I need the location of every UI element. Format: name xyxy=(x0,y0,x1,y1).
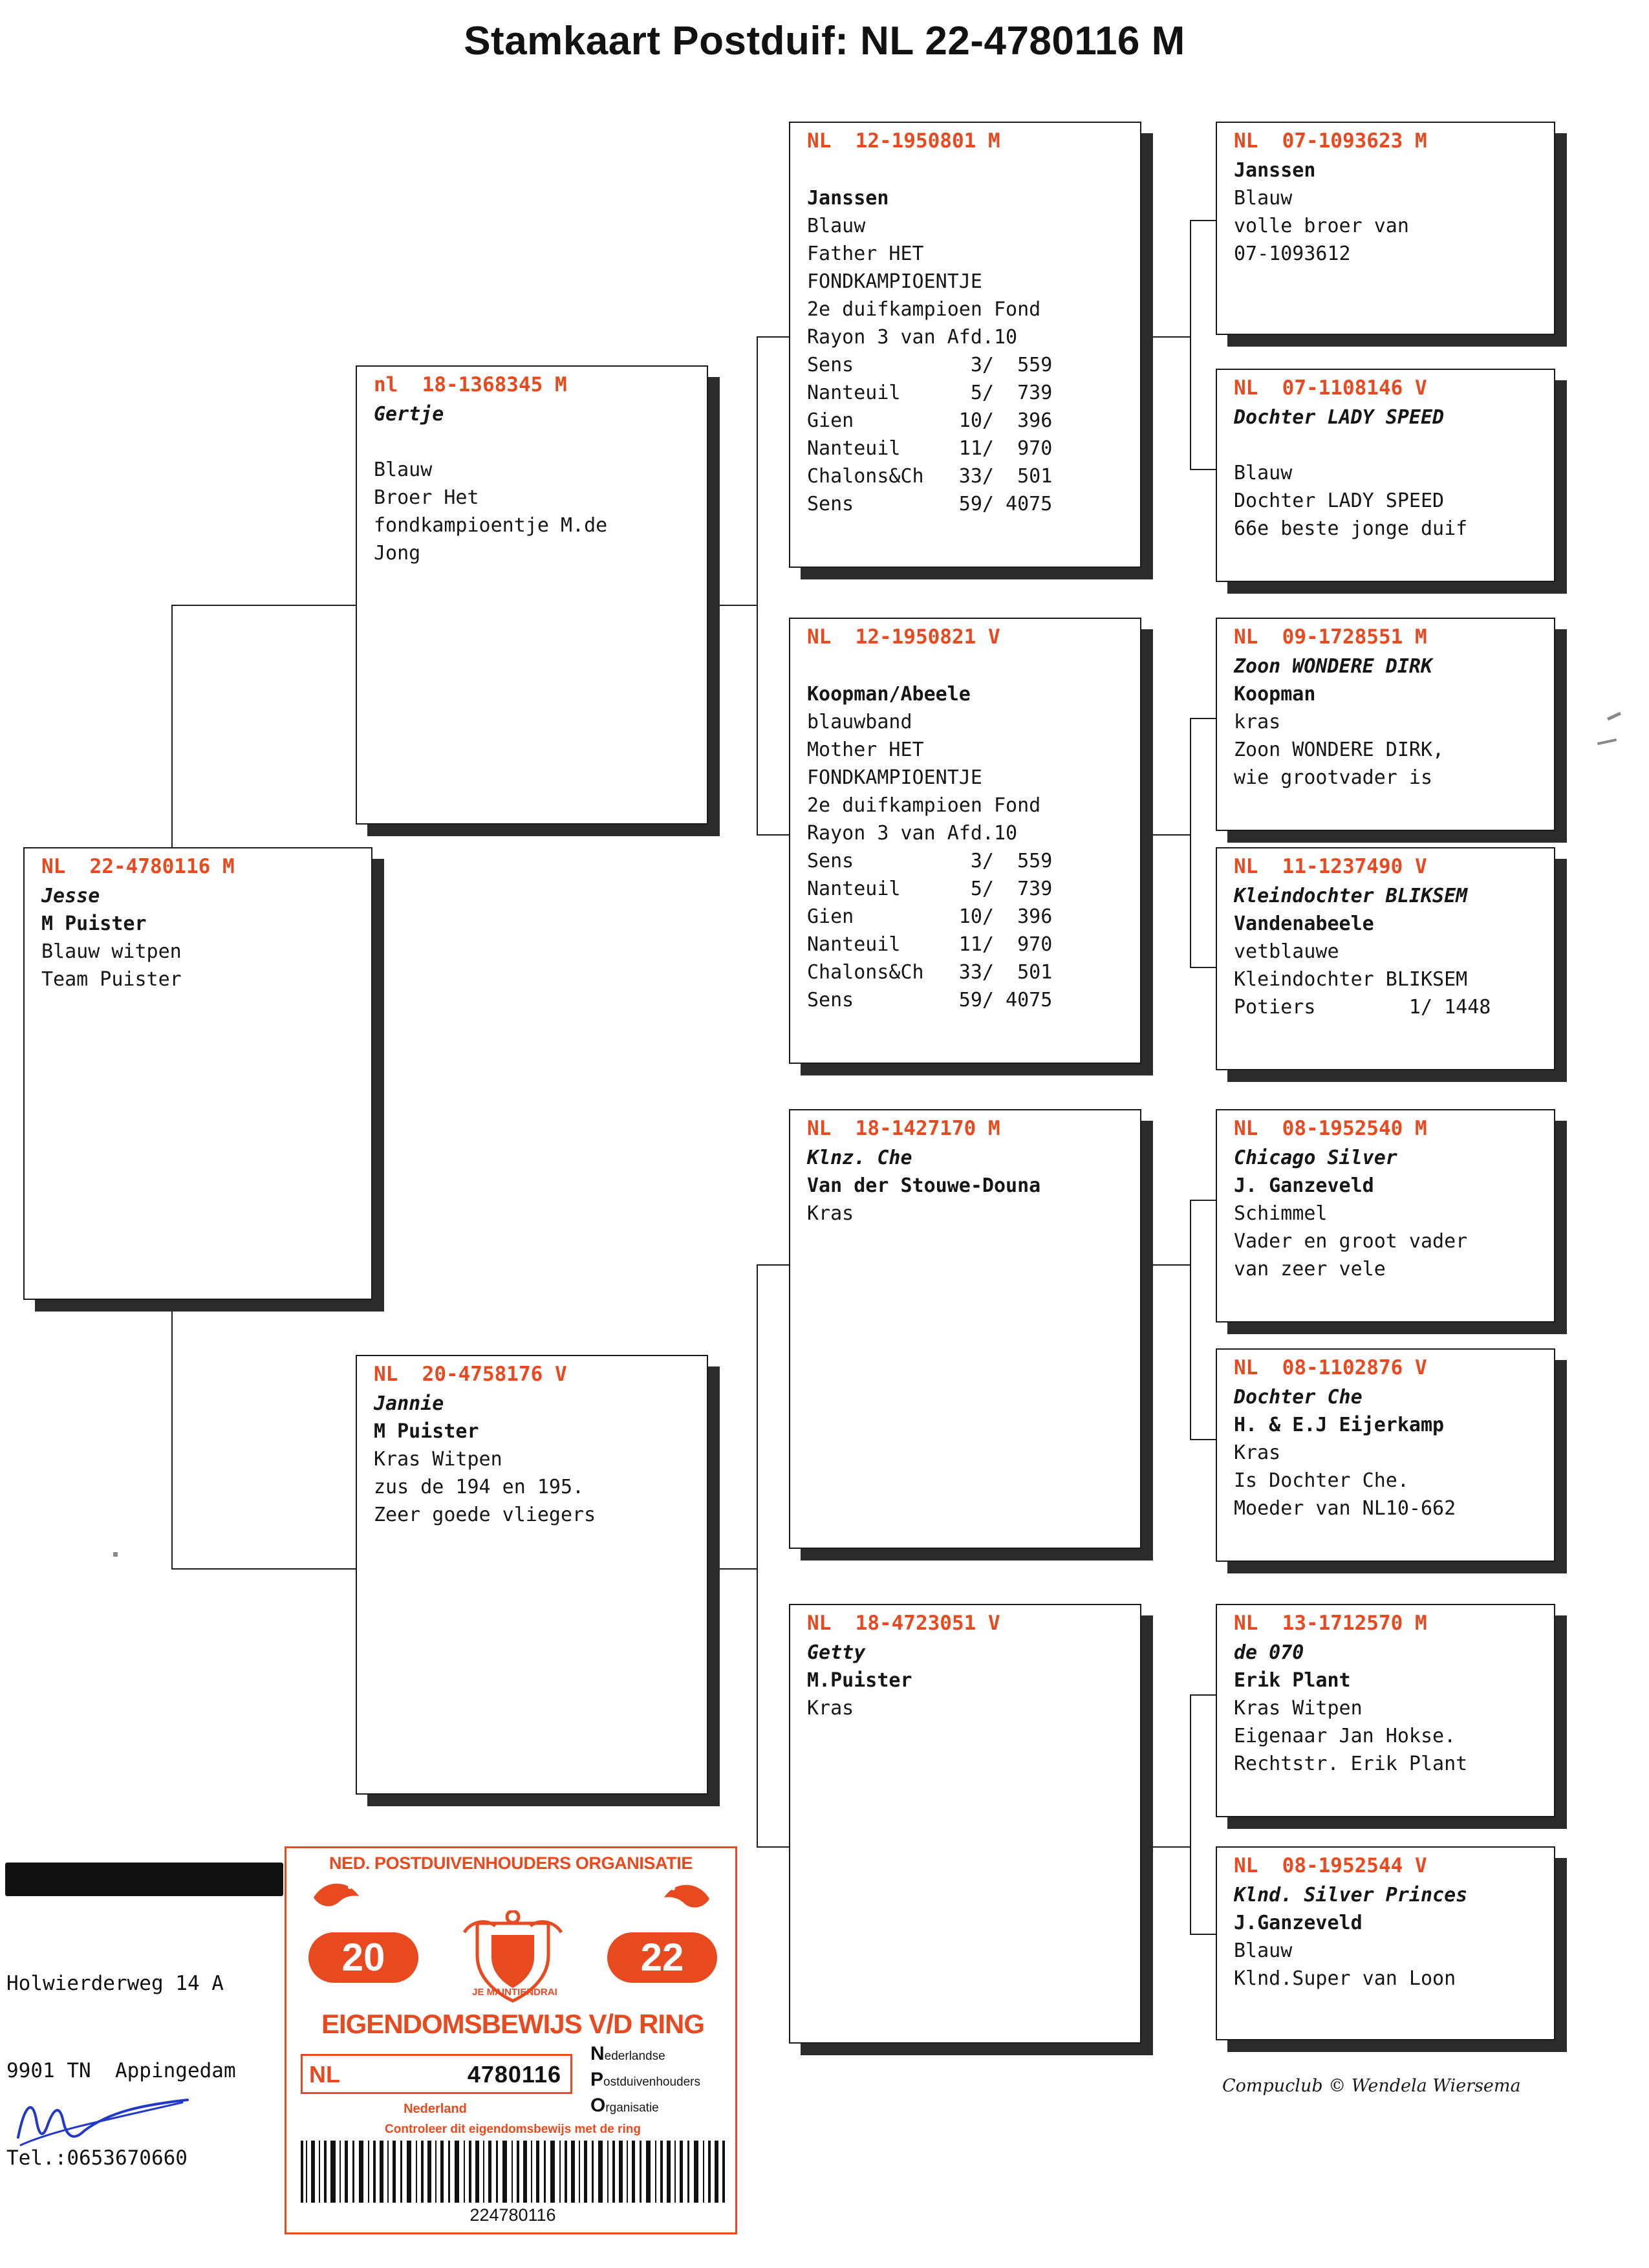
detail-line: Broer Het xyxy=(374,486,479,509)
npo-letter-o: O xyxy=(590,2095,606,2116)
pigeon-card-great-grandparent-4[interactable] xyxy=(1216,847,1555,1070)
ring-number: NL 18-1427170 M xyxy=(807,1117,1000,1140)
card-body xyxy=(1217,1383,1554,1528)
detail-line: Erik Plant xyxy=(1234,1669,1351,1692)
detail-line: fondkampioentje M.de xyxy=(374,514,608,537)
detail-line: J.Ganzeveld xyxy=(1234,1912,1363,1934)
detail-line: Vader en groot vader xyxy=(1234,1230,1468,1253)
detail-line: Schimmel xyxy=(1234,1202,1328,1225)
connector xyxy=(1190,718,1191,967)
ring-number: NL 12-1950821 V xyxy=(807,625,1000,649)
stamp-ring-number: 4780116 xyxy=(467,2061,561,2088)
stamp-year-right: 22 xyxy=(607,1932,717,1983)
detail-line xyxy=(807,157,1131,184)
detail-line: Chalons&Ch 33/ 501 xyxy=(807,961,1053,984)
pigeon-card-great-grandparent-5[interactable] xyxy=(1216,1109,1555,1323)
detail-line: kras xyxy=(1234,711,1281,733)
connector xyxy=(1190,1200,1216,1201)
card-body xyxy=(1217,882,1554,1026)
detail-line: Eigenaar Jan Hokse. xyxy=(1234,1725,1456,1747)
connector xyxy=(1190,1694,1191,1934)
stamp-year-left: 20 xyxy=(308,1932,418,1983)
detail-line: FONDKAMPIOENTJE xyxy=(807,270,982,293)
detail-line: 2e duifkampioen Fond xyxy=(807,794,1041,817)
detail-line: Zoon WONDERE DIRK, xyxy=(1234,739,1445,761)
ring-number: nl 18-1368345 M xyxy=(374,373,567,396)
detail-line: Gertje xyxy=(374,403,444,426)
detail-line: H. & E.J Eijerkamp xyxy=(1234,1414,1445,1436)
detail-line: Blauw xyxy=(1234,462,1293,484)
detail-line: Potiers 1/ 1448 xyxy=(1234,996,1491,1019)
detail-line: wie grootvader is xyxy=(1234,766,1433,789)
ring-number: NL 07-1093623 M xyxy=(1234,129,1427,153)
card-body xyxy=(25,882,371,999)
detail-line xyxy=(374,428,698,456)
pigeon-card-great-grandparent-6[interactable] xyxy=(1216,1348,1555,1562)
npo-word-o: rganisatie xyxy=(605,2101,659,2115)
detail-line: Zeer goede vliegers xyxy=(374,1504,596,1526)
connector xyxy=(1138,834,1190,836)
card-body xyxy=(1217,1144,1554,1288)
stamp-country-name: Nederland xyxy=(404,2102,467,2116)
detail-line: Nanteuil 5/ 739 xyxy=(807,878,1053,900)
detail-line: volle broer van xyxy=(1234,215,1409,237)
connector xyxy=(171,1568,359,1570)
detail-line: Kleindochter BLIKSEM xyxy=(1234,968,1468,991)
detail-line: Blauw xyxy=(1234,187,1293,210)
ring-number: NL 08-1952544 V xyxy=(1234,1854,1427,1877)
ring-number: NL 07-1108146 V xyxy=(1234,376,1427,400)
card-body xyxy=(790,653,1140,1019)
software-credit: Compuclub © Wendela Wiersema xyxy=(1222,2076,1521,2096)
detail-line: blauwband xyxy=(807,711,912,733)
detail-line: Klnd.Super van Loon xyxy=(1234,1967,1456,1990)
detail-line xyxy=(807,653,1131,680)
connector xyxy=(1138,1264,1190,1266)
detail-line: 07-1093612 xyxy=(1234,243,1351,265)
connector xyxy=(1190,469,1216,470)
detail-line: Kras xyxy=(807,1202,854,1225)
card-body xyxy=(1217,157,1554,273)
ring-number: NL 09-1728551 M xyxy=(1234,625,1427,649)
scan-speck xyxy=(1607,712,1621,721)
ring-number: NL 22-4780116 M xyxy=(41,855,235,878)
detail-line: Mother HET xyxy=(807,739,924,761)
detail-line: 2e duifkampioen Fond xyxy=(807,298,1041,321)
detail-line: Is Dochter Che. xyxy=(1234,1469,1409,1492)
detail-line: Sens 3/ 559 xyxy=(807,354,1053,376)
card-body xyxy=(357,400,707,572)
pigeon-card-subject[interactable] xyxy=(23,847,372,1300)
detail-line: Jesse xyxy=(41,885,100,907)
detail-line: Team Puister xyxy=(41,968,182,991)
detail-line: Moeder van NL10-662 xyxy=(1234,1497,1456,1520)
pigeon-card-mother[interactable] xyxy=(356,1355,708,1795)
detail-line: Klnz. Che xyxy=(807,1147,912,1169)
detail-line: Dochter Che xyxy=(1234,1386,1363,1409)
detail-line: Kras xyxy=(1234,1442,1281,1464)
detail-line: vetblauwe xyxy=(1234,940,1339,963)
ring-number: NL 12-1950801 M xyxy=(807,129,1000,153)
detail-line: Kras Witpen xyxy=(1234,1697,1363,1720)
detail-line: Nanteuil 11/ 970 xyxy=(807,933,1053,956)
pigeon-card-grandparent-1[interactable] xyxy=(789,122,1141,568)
pigeon-card-great-grandparent-1[interactable] xyxy=(1216,122,1555,335)
detail-line: de 070 xyxy=(1234,1641,1304,1664)
scan-speck xyxy=(113,1552,118,1557)
detail-line: Janssen xyxy=(807,187,889,210)
pigeon-card-grandparent-2[interactable] xyxy=(789,618,1141,1064)
detail-line: Koopman/Abeele xyxy=(807,683,971,706)
detail-line: Sens 59/ 4075 xyxy=(807,989,1053,1011)
ring-number: NL 08-1102876 V xyxy=(1234,1356,1427,1379)
npo-word-p: ostduivenhouders xyxy=(603,2075,701,2089)
detail-line: van zeer vele xyxy=(1234,1258,1386,1280)
ring-number: NL 18-4723051 V xyxy=(807,1612,1000,1635)
card-body xyxy=(357,1390,707,1534)
connector xyxy=(1190,220,1216,221)
detail-line: Sens 59/ 4075 xyxy=(807,493,1053,515)
connector xyxy=(1138,1846,1190,1848)
detail-line: M Puister xyxy=(374,1420,479,1443)
detail-line: 66e beste jonge duif xyxy=(1234,517,1468,540)
stamp-control-text: Controleer dit eigendomsbewijs met de ring xyxy=(385,2122,641,2136)
stamp-organisation: NED. POSTDUIVENHOUDERS ORGANISATIE xyxy=(329,1853,693,1873)
pigeon-card-great-grandparent-8[interactable] xyxy=(1216,1846,1555,2040)
card-body xyxy=(790,1144,1140,1233)
detail-line: Blauw xyxy=(807,215,866,237)
detail-line: Chalons&Ch 33/ 501 xyxy=(807,465,1053,488)
pigeon-card-great-grandparent-2[interactable] xyxy=(1216,369,1555,582)
card-body xyxy=(1217,404,1554,548)
detail-line: Getty xyxy=(807,1641,866,1664)
scan-speck xyxy=(1597,739,1617,745)
detail-line: Koopman xyxy=(1234,683,1316,706)
detail-line: Klnd. Silver Princes xyxy=(1234,1884,1468,1906)
stamp-title: EIGENDOMSBEWIJS V/D RING xyxy=(321,2009,705,2039)
detail-line: Kleindochter BLIKSEM xyxy=(1234,885,1468,907)
pigeon-card-grandparent-3[interactable] xyxy=(789,1109,1141,1549)
npo-letter-n: N xyxy=(590,2043,605,2064)
pigeon-icon xyxy=(310,1875,361,1910)
detail-line: Blauw xyxy=(374,459,433,481)
card-body xyxy=(790,1639,1140,1727)
barcode xyxy=(299,2141,726,2203)
pigeon-card-great-grandparent-3[interactable] xyxy=(1216,618,1555,831)
detail-line: M.Puister xyxy=(807,1669,912,1692)
detail-line: Rayon 3 van Afd.10 xyxy=(807,822,1018,845)
detail-line: Dochter LADY SPEED xyxy=(1234,406,1445,429)
connector xyxy=(757,1264,758,1846)
barcode-number: 224780116 xyxy=(469,2205,556,2225)
detail-line: Rechtstr. Erik Plant xyxy=(1234,1753,1468,1775)
detail-line: Dochter LADY SPEED xyxy=(1234,490,1445,512)
detail-line: Blauw xyxy=(1234,1939,1293,1962)
detail-line: Nanteuil 11/ 970 xyxy=(807,437,1053,460)
card-body xyxy=(1217,1881,1554,1998)
detail-line: Janssen xyxy=(1234,159,1316,182)
connector xyxy=(1190,1694,1216,1696)
ring-number: NL 08-1952540 M xyxy=(1234,1117,1427,1140)
detail-line: Chicago Silver xyxy=(1234,1147,1397,1169)
page-title: Stamkaart Postduif: NL 22-4780116 M xyxy=(464,19,1185,63)
detail-line xyxy=(1234,431,1545,459)
detail-line: Zoon WONDERE DIRK xyxy=(1234,655,1433,678)
connector xyxy=(1190,718,1216,719)
detail-line: Nanteuil 5/ 739 xyxy=(807,382,1053,404)
connector xyxy=(1190,220,1191,469)
detail-line: Rayon 3 van Afd.10 xyxy=(807,326,1018,349)
connector xyxy=(1190,967,1216,968)
stamp-ring-box xyxy=(301,2054,572,2094)
owner-phone: Tel.:0653670660 xyxy=(6,2146,188,2170)
connector xyxy=(171,605,359,606)
card-body xyxy=(1217,1639,1554,1783)
detail-line: zus de 194 en 195. xyxy=(374,1476,585,1498)
owner-address-line-2: 9901 TN Appingedam xyxy=(6,2059,236,2082)
connector xyxy=(1190,1200,1191,1439)
detail-line: Gien 10/ 396 xyxy=(807,905,1053,928)
ring-number: NL 20-4758176 V xyxy=(374,1363,567,1386)
pigeon-card-grandparent-4[interactable] xyxy=(789,1604,1141,2044)
detail-line: Jannie xyxy=(374,1392,444,1415)
detail-line: Father HET xyxy=(807,243,924,265)
ring-number: NL 13-1712570 M xyxy=(1234,1612,1427,1635)
detail-line: M Puister xyxy=(41,913,147,935)
connector xyxy=(1190,1934,1216,1935)
detail-line: Jong xyxy=(374,542,421,565)
ring-number: NL 11-1237490 V xyxy=(1234,855,1427,878)
detail-line: FONDKAMPIOENTJE xyxy=(807,766,982,789)
connector xyxy=(1138,336,1190,338)
stamp-npo-legend xyxy=(590,2042,700,2120)
connector xyxy=(1190,1439,1216,1440)
card-body xyxy=(790,157,1140,523)
owner-address-line-1: Holwierderweg 14 A xyxy=(6,1972,224,1995)
pigeon-card-great-grandparent-7[interactable] xyxy=(1216,1604,1555,1817)
detail-line: Vandenabeele xyxy=(1234,913,1374,935)
detail-line: Kras Witpen xyxy=(374,1448,502,1471)
pigeon-icon xyxy=(662,1877,713,1912)
stamp-country-code: NL xyxy=(309,2061,340,2088)
owner-address-block xyxy=(6,1911,236,2202)
connector xyxy=(757,336,758,834)
redaction-bar xyxy=(5,1863,283,1896)
npo-word-n: ederlandse xyxy=(604,2049,665,2063)
detail-line: Sens 3/ 559 xyxy=(807,850,1053,872)
card-body xyxy=(1217,653,1554,797)
detail-line: Blauw witpen xyxy=(41,940,182,963)
detail-line: J. Ganzeveld xyxy=(1234,1174,1374,1197)
stamp-motto: JE MAINTIENDRAI xyxy=(472,1987,557,1998)
detail-line: Kras xyxy=(807,1697,854,1720)
detail-line: Van der Stouwe-Douna xyxy=(807,1174,1041,1197)
pigeon-card-father[interactable] xyxy=(356,365,708,825)
signature xyxy=(13,2086,200,2157)
ownership-stamp xyxy=(285,1846,737,2234)
npo-letter-p: P xyxy=(590,2069,604,2090)
detail-line: Gien 10/ 396 xyxy=(807,409,1053,432)
